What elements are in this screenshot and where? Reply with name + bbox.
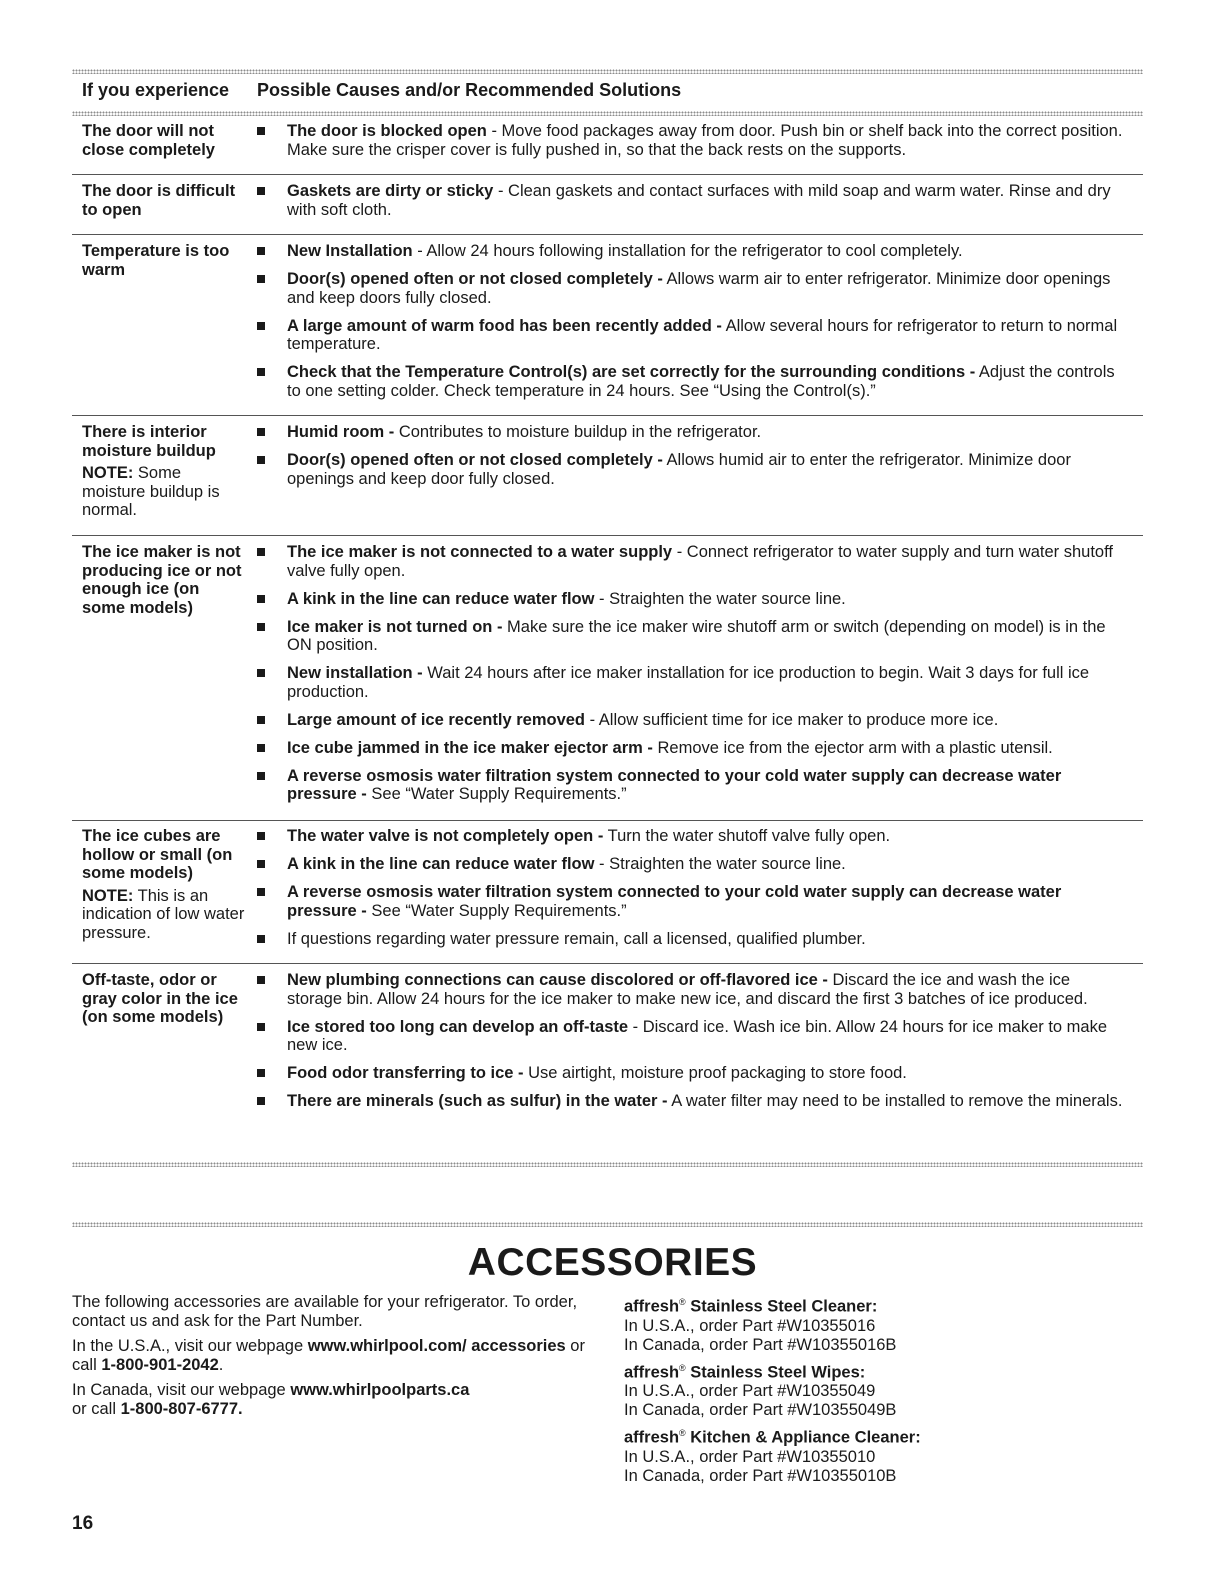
cause-title: New plumbing connections can cause discolored or off-flavored ice - <box>287 971 828 989</box>
cause-text: Turn the water shutoff valve fully open. <box>603 827 891 845</box>
usa-mid: or call <box>72 1337 585 1374</box>
product-name <box>624 1424 1144 1448</box>
square-bullet-icon <box>257 669 265 677</box>
cause-text: - Allow 24 hours following installation for the refrigerator to cool completely. <box>412 242 963 260</box>
canada-phone: 1-800-807-6777. <box>120 1400 243 1418</box>
cause-item <box>257 590 1127 609</box>
cause-title: Door(s) opened often or not closed completely - <box>287 451 663 469</box>
cause-item <box>257 423 1127 442</box>
product-brand: affresh <box>624 1297 680 1316</box>
cause-title: Large amount of ice recently removed <box>287 710 586 729</box>
problem-note <box>82 887 247 943</box>
square-bullet-icon <box>257 548 265 556</box>
accessories-products-column <box>624 1293 1144 1490</box>
row-divider <box>72 174 1143 175</box>
canada-url-link[interactable]: www.whirlpoolparts.ca <box>290 1381 470 1399</box>
cause-item <box>257 883 1127 920</box>
causes-list <box>257 242 1127 410</box>
cause-item <box>257 855 1127 874</box>
cause-item <box>257 363 1127 400</box>
problem-cell <box>82 423 247 520</box>
cause-title: Ice stored too long can develop an off-taste <box>287 1017 629 1036</box>
usa-prefix: In the U.S.A., visit our webpage <box>72 1337 308 1355</box>
product-name <box>624 1359 1144 1383</box>
cause-text: - Straighten the water source line. <box>594 855 846 873</box>
header-col-solutions: Possible Causes and/or Recommended Solutions <box>257 80 682 100</box>
cause-title: Food odor transferring to ice - <box>287 1064 524 1082</box>
problem-text: The ice cubes are hollow or small (on some models) <box>82 827 233 882</box>
square-bullet-icon <box>257 595 265 603</box>
cause-item <box>257 122 1127 159</box>
causes-list <box>257 182 1127 229</box>
square-bullet-icon <box>257 832 265 840</box>
square-bullet-icon <box>257 1023 265 1031</box>
square-bullet-icon <box>257 860 265 868</box>
square-bullet-icon <box>257 744 265 752</box>
cause-item <box>257 618 1127 655</box>
square-bullet-icon <box>257 322 265 330</box>
cause-title: The door is blocked open <box>287 122 487 140</box>
row-divider <box>72 415 1143 416</box>
note-text: This is an indication of low water pressure. <box>82 886 245 942</box>
row-divider <box>72 963 1143 964</box>
cause-text: Contributes to moisture buildup in the refrigerator. <box>394 423 762 441</box>
cause-text: - Allow sufficient time for ice maker to produce more ice. <box>585 710 999 729</box>
cause-item <box>257 1092 1127 1111</box>
square-bullet-icon <box>257 456 265 464</box>
row-divider <box>72 535 1143 536</box>
canada-mid: or call <box>72 1400 121 1418</box>
top-dotted-rule <box>72 69 1143 74</box>
cause-text: Wait 24 hours after ice maker installation for ice production to begin. Wait 3 days for full ice production. <box>287 664 1090 701</box>
canada-prefix: In Canada, visit our webpage <box>72 1381 291 1399</box>
cause-text: - Move food packages away from door. Push bin or shelf back into the correct position. Make sure the crisper cover is fully pushed in, so that the back rests on the supports. <box>287 122 1123 159</box>
cause-item <box>257 930 1127 949</box>
product-us-part: In U.S.A., order Part #W10355049 <box>624 1382 876 1400</box>
problem-text: Off-taste, odor or gray color in the ice (on some models) <box>82 971 238 1026</box>
cause-title: The ice maker is not connected to a water supply <box>287 543 673 561</box>
product-item <box>624 1293 1144 1355</box>
cause-title: New Installation <box>287 242 413 260</box>
square-bullet-icon <box>257 187 265 195</box>
header-dotted-rule <box>72 111 1143 116</box>
cause-text: Adjust the controls to one setting colder. Check temperature in 24 hours. See “Using the Control(s).” <box>287 363 1115 400</box>
square-bullet-icon <box>257 1097 265 1105</box>
product-name <box>624 1293 1144 1317</box>
product-brand: affresh <box>624 1363 680 1381</box>
cause-title: Ice maker is not turned on - <box>287 617 503 636</box>
row-divider <box>72 820 1143 821</box>
product-title: Kitchen & Appliance Cleaner: <box>685 1428 921 1447</box>
page-number: 16 <box>72 1513 94 1534</box>
cause-text: Use airtight, moisture proof packaging to store food. <box>523 1064 907 1082</box>
cause-text: - Clean gaskets and contact surfaces with mild soap and warm water. Rinse and dry with soft cloth. <box>287 182 1111 219</box>
cause-text: Remove ice from the ejector arm with a plastic utensil. <box>652 738 1053 757</box>
causes-list <box>257 543 1127 813</box>
product-brand: affresh <box>624 1428 680 1447</box>
cause-title: A large amount of warm food has been recently added - <box>287 316 722 335</box>
cause-item <box>257 971 1127 1008</box>
canada-contact <box>72 1381 592 1419</box>
cause-title: A reverse osmosis water filtration system connected to your cold water supply can decrease water pressure - <box>287 883 1062 920</box>
cause-title: Check that the Temperature Control(s) are set correctly for the surrounding conditions - <box>287 363 976 381</box>
cause-item <box>257 451 1127 488</box>
causes-list <box>257 971 1127 1120</box>
square-bullet-icon <box>257 976 265 984</box>
note-label: NOTE: <box>82 464 134 482</box>
problem-text: The door is difficult to open <box>82 182 236 219</box>
cause-text: See “Water Supply Requirements.” <box>366 785 627 803</box>
product-ca-part: In Canada, order Part #W10355010B <box>624 1466 897 1485</box>
product-item <box>624 1424 1144 1486</box>
square-bullet-icon <box>257 888 265 896</box>
cause-title: A kink in the line can reduce water flow <box>287 589 595 608</box>
product-us-part: In U.S.A., order Part #W10355016 <box>624 1316 876 1335</box>
square-bullet-icon <box>257 368 265 376</box>
cause-item <box>257 317 1127 354</box>
problem-cell <box>82 827 247 942</box>
cause-title: A kink in the line can reduce water flow <box>287 855 595 873</box>
cause-text: - Straighten the water source line. <box>594 589 846 608</box>
cause-item <box>257 182 1127 219</box>
cause-text: A water filter may need to be installed to remove the minerals. <box>667 1092 1123 1110</box>
product-title: Stainless Steel Cleaner: <box>685 1297 878 1316</box>
problem-text: There is interior moisture buildup <box>82 423 216 460</box>
square-bullet-icon <box>257 1069 265 1077</box>
cause-item <box>257 767 1127 804</box>
accessories-intro-column <box>72 1293 592 1425</box>
cause-item <box>257 711 1127 730</box>
square-bullet-icon <box>257 127 265 135</box>
cause-text: Discard the ice and wash the ice storage bin. Allow 24 hours for the ice maker to make new ice, and discard the first 3 batches of ice produced. <box>287 971 1088 1008</box>
square-bullet-icon <box>257 935 265 943</box>
registered-mark: ® <box>679 1297 686 1307</box>
cause-text: If questions regarding water pressure remain, call a licensed, qualified plumber. <box>287 929 866 948</box>
problem-text: The ice maker is not producing ice or not enough ice (on some models) <box>82 543 242 617</box>
problem-cell <box>82 182 247 219</box>
cause-item <box>257 1064 1127 1083</box>
problem-text: Temperature is too warm <box>82 242 230 279</box>
cause-text: Allow several hours for refrigerator to return to normal temperature. <box>287 316 1118 353</box>
accessories-dotted-rule <box>72 1222 1143 1227</box>
causes-list <box>257 827 1127 958</box>
accessories-intro: The following accessories are available for your refrigerator. To order, contact us and ask for the Part Number. <box>72 1293 578 1330</box>
problem-cell <box>82 122 247 159</box>
square-bullet-icon <box>257 247 265 255</box>
cause-item <box>257 664 1127 701</box>
usa-phone: 1-800-901-2042 <box>101 1356 219 1374</box>
usa-contact <box>72 1337 592 1375</box>
registered-mark: ® <box>679 1428 686 1438</box>
cause-text: See “Water Supply Requirements.” <box>366 901 627 920</box>
product-ca-part: In Canada, order Part #W10355049B <box>624 1401 897 1419</box>
product-item <box>624 1359 1144 1421</box>
bottom-dotted-rule <box>72 1162 1143 1167</box>
cause-title: There are minerals (such as sulfur) in the water - <box>287 1092 668 1110</box>
product-ca-part: In Canada, order Part #W10355016B <box>624 1335 897 1354</box>
square-bullet-icon <box>257 428 265 436</box>
usa-suffix: . <box>218 1356 224 1374</box>
square-bullet-icon <box>257 772 265 780</box>
cause-text: Allows humid air to enter the refrigerator. Minimize door openings and keep door fully closed. <box>287 451 1071 488</box>
cause-title: New installation - <box>287 664 423 682</box>
causes-list <box>257 122 1127 169</box>
cause-title: The water valve is not completely open - <box>287 827 604 845</box>
cause-text: - Connect refrigerator to water supply and turn water shutoff valve fully open. <box>287 543 1113 580</box>
note-label: NOTE: <box>82 886 134 905</box>
cause-item <box>257 739 1127 758</box>
square-bullet-icon <box>257 275 265 283</box>
accessories-title: ACCESSORIES <box>467 1241 758 1284</box>
product-title: Stainless Steel Wipes: <box>685 1363 866 1381</box>
cause-item <box>257 827 1127 846</box>
registered-mark: ® <box>679 1362 686 1373</box>
note-text: Some moisture buildup is normal. <box>82 464 220 519</box>
cause-title: Door(s) opened often or not closed completely - <box>287 270 663 288</box>
cause-item <box>257 543 1127 580</box>
cause-item <box>257 1018 1127 1055</box>
problem-cell <box>82 543 247 617</box>
header-col-problem: If you experience <box>82 80 230 100</box>
cause-text: Allows warm air to enter refrigerator. Minimize door openings and keep doors fully closed. <box>287 270 1111 307</box>
cause-title: A reverse osmosis water filtration system connected to your cold water supply can decrease water pressure - <box>287 766 1062 803</box>
problem-cell <box>82 971 247 1027</box>
cause-text: Make sure the ice maker wire shutoff arm or switch (depending on model) is in the ON position. <box>287 617 1106 654</box>
cause-title: Ice cube jammed in the ice maker ejector arm - <box>287 738 653 757</box>
problem-cell <box>82 242 247 279</box>
square-bullet-icon <box>257 716 265 724</box>
cause-item <box>257 242 1127 261</box>
cause-title: Gaskets are dirty or sticky <box>287 182 494 200</box>
usa-url-link[interactable]: www.whirlpool.com/ accessories <box>307 1337 566 1355</box>
row-divider <box>72 234 1143 235</box>
problem-note <box>82 464 247 520</box>
problem-text: The door will not close completely <box>82 122 215 159</box>
cause-title: Humid room - <box>287 423 395 441</box>
product-us-part: In U.S.A., order Part #W10355010 <box>624 1447 876 1466</box>
cause-item <box>257 270 1127 307</box>
cause-text: - Discard ice. Wash ice bin. Allow 24 hours for ice maker to make new ice. <box>287 1017 1108 1054</box>
square-bullet-icon <box>257 623 265 631</box>
causes-list <box>257 423 1127 498</box>
